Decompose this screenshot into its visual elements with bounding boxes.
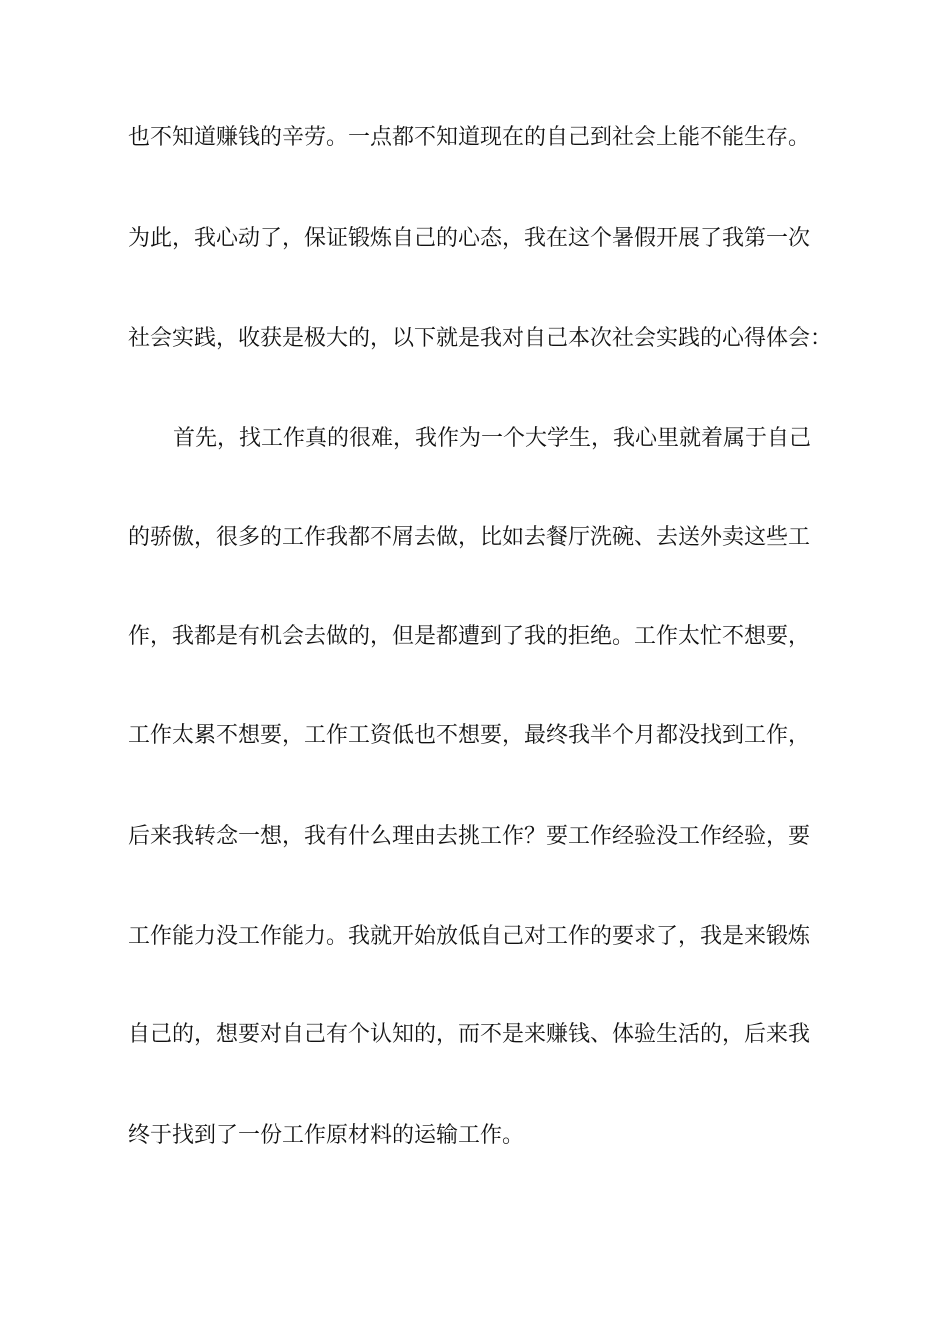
text-line-3: 社会实践，收获是极大的，以下就是我对自己本次社会实践的心得体会：	[128, 326, 833, 351]
text-line-5: 的骄傲，很多的工作我都不屑去做，比如去餐厅洗碗、去送外卖这些工	[128, 525, 811, 550]
text-line-2: 为此，我心动了，保证锻炼自己的心态，我在这个暑假开展了我第一次	[128, 226, 811, 251]
text-line-6: 作，我都是有机会去做的，但是都遭到了我的拒绝。工作太忙不想要，	[128, 624, 811, 649]
text-line-9: 工作能力没工作能力。我就开始放低自己对工作的要求了，我是来锻炼	[128, 924, 811, 949]
text-line-4: 首先，找工作真的很难，我作为一个大学生，我心里就着属于自己	[173, 426, 812, 451]
text-line-8: 后来我转念一想，我有什么理由去挑工作？要工作经验没工作经验，要	[128, 824, 811, 849]
text-line-1: 也不知道赚钱的辛劳。一点都不知道现在的自己到社会上能不能生存。	[128, 125, 811, 150]
text-line-11: 终于找到了一份工作原材料的运输工作。	[128, 1123, 525, 1148]
text-line-10: 自己的，想要对自己有个认知的，而不是来赚钱、体验生活的，后来我	[128, 1022, 811, 1047]
text-line-7: 工作太累不想要，工作工资低也不想要，最终我半个月都没找到工作，	[128, 723, 811, 748]
